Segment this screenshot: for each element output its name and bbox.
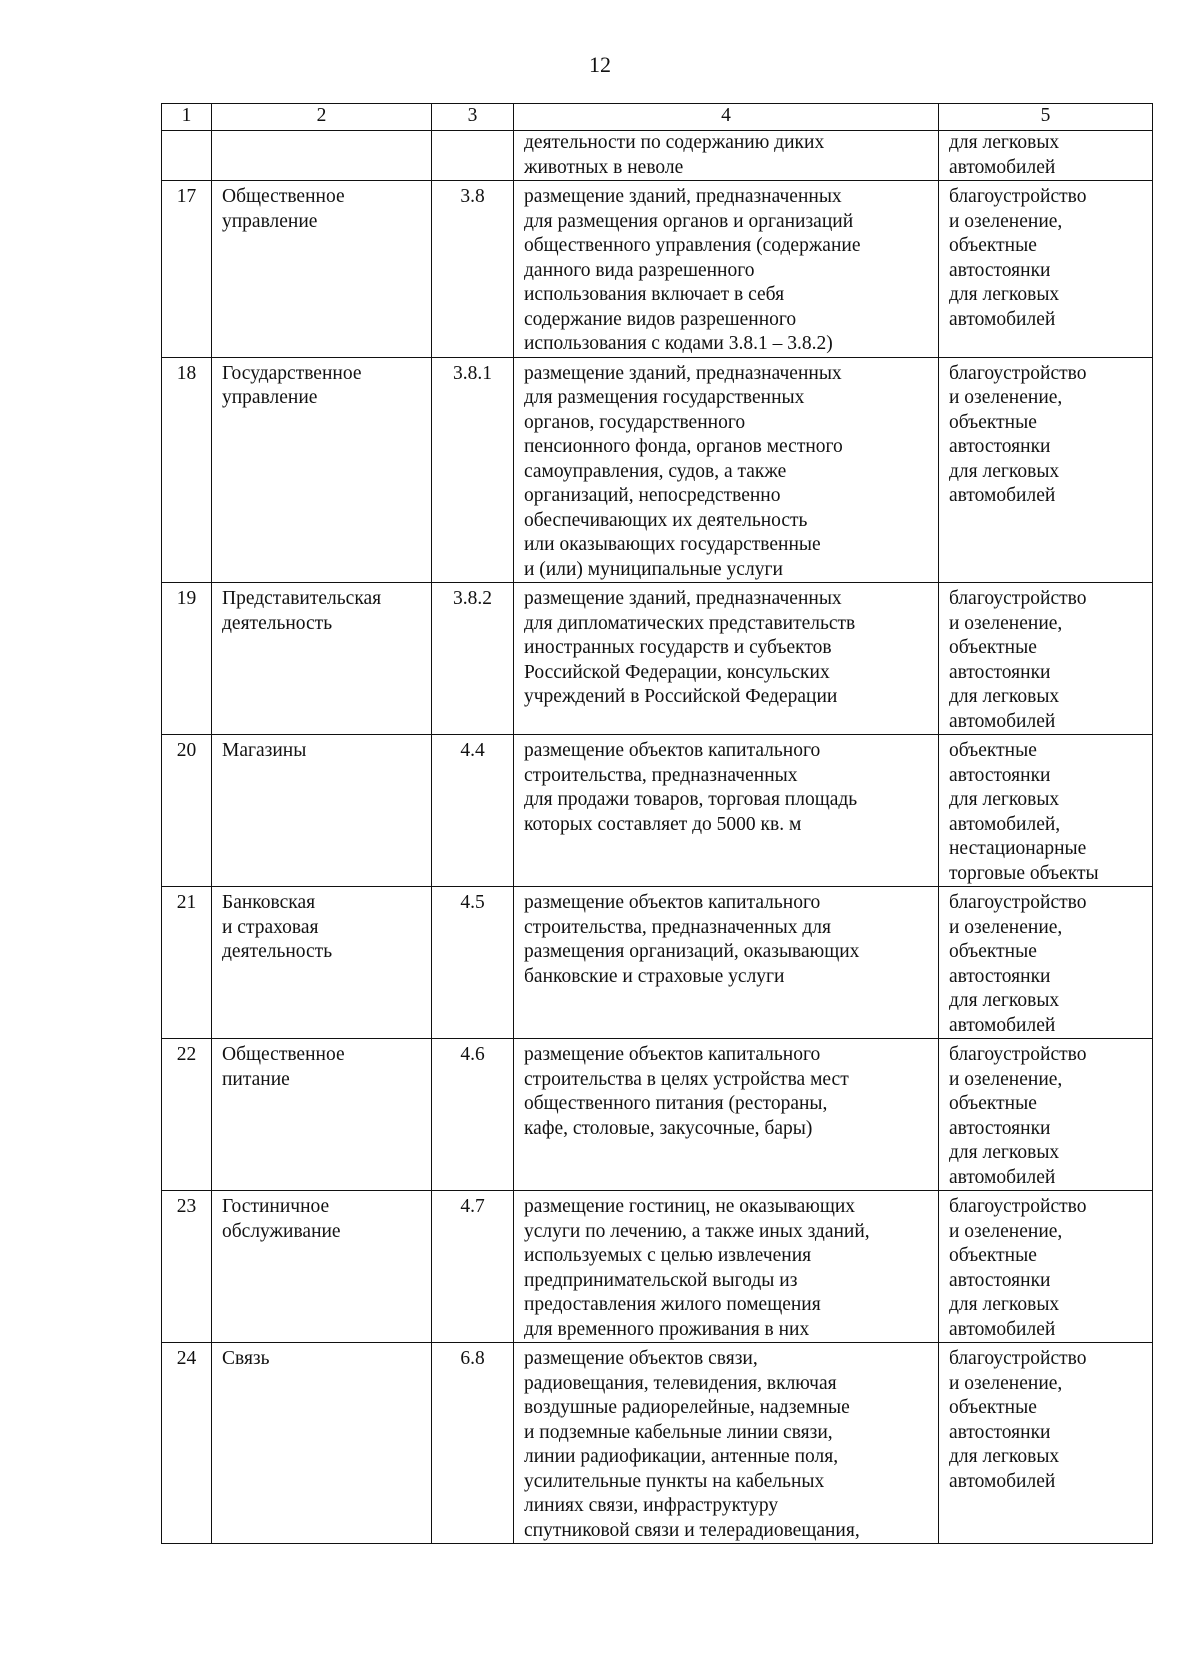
description-cell-line: использования включает в себя [524,284,785,305]
use-code-cell: 4.5 [432,887,514,1039]
use-name-cell-line: Гостиничное [222,1196,330,1217]
use-code-cell: 4.6 [432,1039,514,1191]
description-cell-line: и подземные кабельные линии связи, [524,1421,833,1443]
use-name-cell [212,357,432,583]
use-name-cell-line: Банковская [222,892,316,913]
row-number-cell: 20 [162,735,212,887]
auxiliary-uses-cell [939,181,1153,358]
use-name-cell [212,1039,432,1191]
description-cell-line: размещение объектов капитального [524,892,821,913]
auxiliary-uses-cell-line: для легковых [949,686,1060,707]
use-name-cell [212,1343,432,1544]
auxiliary-uses-cell-line: торговые объекты [949,862,1099,884]
description-cell-line: размещение зданий, предназначенных [524,186,842,207]
description-cell-line: для размещения государственных [524,387,805,408]
description-cell [514,181,939,358]
auxiliary-uses-cell-line: автомобилей [949,1166,1056,1188]
description-cell-line: животных в неволе [524,156,684,178]
table-row [162,1343,1153,1544]
table-row [162,1039,1153,1191]
auxiliary-uses-cell-line: и озеленение, [949,1372,1063,1394]
description-cell-line: услуги по лечению, а также иных зданий, [524,1220,870,1242]
table-row [162,583,1153,735]
auxiliary-uses-cell [939,1343,1153,1544]
description-cell [514,583,939,735]
description-cell-line: строительства в целях устройства мест [524,1068,849,1090]
description-cell-line: для размещения органов и организаций [524,210,854,232]
description-cell-line: радиовещания, телевидения, включая [524,1372,837,1394]
auxiliary-uses-cell-line: автомобилей [949,1318,1056,1340]
table-row [162,887,1153,1039]
description-cell-line: размещение объектов капитального [524,740,821,761]
description-cell-line: воздушные радиорелейные, надземные [524,1397,850,1418]
auxiliary-uses-cell [939,131,1153,181]
description-cell-line: предоставления жилого помещения [524,1294,821,1315]
use-name-cell-line: деятельность [222,612,333,634]
description-cell-line: организаций, непосредственно [524,485,781,506]
auxiliary-uses-cell-line: объектные [949,740,1037,761]
use-name-cell-line: Связь [222,1348,270,1369]
header-cell-5: 5 [939,104,1153,131]
use-code-cell: 3.8 [432,181,514,358]
auxiliary-uses-cell-line: для легковых [949,1294,1060,1315]
auxiliary-uses-cell-line: и озеленение, [949,916,1063,938]
use-name-cell [212,181,432,358]
auxiliary-uses-cell-line: для легковых [949,284,1060,305]
table-row [162,181,1153,358]
auxiliary-uses-cell-line: объектные [949,411,1037,433]
auxiliary-uses-cell [939,357,1153,583]
auxiliary-uses-cell-line: автостоянки [949,1117,1051,1139]
table-row [162,1191,1153,1343]
description-cell [514,357,939,583]
description-cell [514,1191,939,1343]
auxiliary-uses-cell-line: и озеленение, [949,1068,1063,1090]
description-cell-line: размещение гостиниц, не оказывающих [524,1196,856,1217]
auxiliary-uses-cell [939,1191,1153,1343]
auxiliary-uses-cell-line: автостоянки [949,965,1051,987]
auxiliary-uses-cell-line: объектные [949,1397,1037,1418]
auxiliary-uses-cell-line: благоустройство [949,588,1087,609]
header-cell-3: 3 [432,104,514,131]
description-cell-line: размещение зданий, предназначенных [524,588,842,609]
auxiliary-uses-cell-line: автостоянки [949,661,1051,683]
description-cell [514,131,939,181]
auxiliary-uses-cell-line: и озеленение, [949,210,1063,232]
use-name-cell [212,583,432,735]
description-cell-line: линиях связи, инфраструктуру [524,1495,779,1516]
auxiliary-uses-cell-line: объектные [949,637,1037,658]
use-name-cell-line: Государственное [222,362,362,384]
auxiliary-uses-cell-line: и озеленение, [949,387,1063,408]
auxiliary-uses-cell-line: автостоянки [949,1421,1051,1443]
description-cell-line: иностранных государств и субъектов [524,637,832,658]
table-header-row [162,104,1153,131]
row-number-cell [162,131,212,181]
auxiliary-uses-cell-line: благоустройство [949,362,1087,384]
header-cell-4: 4 [514,104,939,131]
page-number: 12 [589,52,611,77]
auxiliary-uses-cell-line: автостоянки [949,436,1051,457]
auxiliary-uses-cell-line: автомобилей, [949,813,1061,835]
description-cell-line: используемых с целью извлечения [524,1245,812,1266]
use-name-cell-line: Общественное [222,1044,345,1065]
description-cell-line: использования с кодами 3.8.1 – 3.8.2) [524,333,833,354]
description-cell-line: общественного питания (рестораны, [524,1093,828,1114]
auxiliary-uses-cell-line: объектные [949,1245,1037,1266]
use-code-cell: 4.4 [432,735,514,887]
use-name-cell-line: Общественное [222,186,345,207]
land-use-table [161,103,1153,1544]
auxiliary-uses-cell-line: объектные [949,1093,1037,1114]
description-cell-line: пенсионного фонда, органов местного [524,436,843,457]
description-cell-line: размещение объектов связи, [524,1348,758,1369]
use-name-cell-line: управление [222,387,318,408]
use-name-cell-line: управление [222,210,318,232]
use-name-cell [212,735,432,887]
auxiliary-uses-cell-line: объектные [949,941,1037,962]
use-name-cell-line: Представительская [222,588,382,609]
auxiliary-uses-cell [939,1039,1153,1191]
use-code-cell: 6.8 [432,1343,514,1544]
use-code-cell: 4.7 [432,1191,514,1343]
auxiliary-uses-cell-line: для легковых [949,990,1060,1011]
use-name-cell-line: и страховая [222,916,319,938]
table-row [162,735,1153,887]
auxiliary-uses-cell-line: автомобилей [949,1470,1056,1492]
header-cell-2: 2 [212,104,432,131]
auxiliary-uses-cell-line: автомобилей [949,710,1056,732]
auxiliary-uses-cell-line: и озеленение, [949,612,1063,634]
use-code-cell: 3.8.1 [432,357,514,583]
description-cell-line: размещения организаций, оказывающих [524,941,860,962]
auxiliary-uses-cell-line: для легковых [949,1142,1060,1163]
description-cell-line: или оказывающих государственные [524,534,821,555]
auxiliary-uses-cell-line: автомобилей [949,156,1056,178]
auxiliary-uses-cell [939,887,1153,1039]
description-cell-line: данного вида разрешенного [524,259,755,281]
row-number-cell: 21 [162,887,212,1039]
auxiliary-uses-cell-line: автомобилей [949,1014,1056,1036]
row-number-cell: 17 [162,181,212,358]
auxiliary-uses-cell [939,583,1153,735]
description-cell-line: усилительные пункты на кабельных [524,1470,825,1492]
description-cell-line: которых составляет до 5000 кв. м [524,813,802,835]
auxiliary-uses-cell-line: объектные [949,235,1037,256]
auxiliary-uses-cell-line: благоустройство [949,1044,1087,1065]
auxiliary-uses-cell-line: автостоянки [949,764,1051,786]
header-cell-1: 1 [162,104,212,131]
auxiliary-uses-cell-line: автостоянки [949,259,1051,281]
description-cell-line: и (или) муниципальные услуги [524,558,783,580]
auxiliary-uses-cell [939,735,1153,887]
use-name-cell [212,1191,432,1343]
description-cell-line: обеспечивающих их деятельность [524,509,808,531]
use-name-cell-line: деятельность [222,941,333,962]
use-name-cell-line: обслуживание [222,1220,341,1242]
use-name-cell [212,131,432,181]
auxiliary-uses-cell-line: автомобилей [949,308,1056,330]
description-cell-line: строительства, предназначенных для [524,916,831,938]
auxiliary-uses-cell-line: для легковых [949,789,1060,810]
description-cell [514,1039,939,1191]
auxiliary-uses-cell-line: и озеленение, [949,1220,1063,1242]
description-cell-line: для дипломатических представительств [524,612,856,634]
description-cell-line: линии радиофикации, антенные поля, [524,1446,839,1467]
description-cell-line: банковские и страховые услуги [524,965,785,987]
description-cell [514,735,939,887]
description-cell [514,1343,939,1544]
description-cell-line: общественного управления (содержание [524,235,861,256]
description-cell-line: спутниковой связи и телерадиовещания, [524,1519,860,1541]
use-code-cell: 3.8.2 [432,583,514,735]
use-code-cell [432,131,514,181]
row-number-cell: 22 [162,1039,212,1191]
table-row [162,357,1153,583]
auxiliary-uses-cell-line: благоустройство [949,1196,1087,1217]
use-name-cell [212,887,432,1039]
row-number-cell: 19 [162,583,212,735]
auxiliary-uses-cell-line: благоустройство [949,1348,1087,1369]
row-number-cell: 18 [162,357,212,583]
description-cell-line: размещение объектов капитального [524,1044,821,1065]
description-cell-line: деятельности по содержанию диких [524,132,825,153]
description-cell [514,887,939,1039]
description-cell-line: содержание видов разрешенного [524,308,797,330]
auxiliary-uses-cell-line: благоустройство [949,892,1087,913]
row-number-cell: 24 [162,1343,212,1544]
use-name-cell-line: Магазины [222,740,307,761]
description-cell-line: для продажи товаров, торговая площадь [524,789,858,810]
auxiliary-uses-cell-line: для легковых [949,1446,1060,1467]
auxiliary-uses-cell-line: благоустройство [949,186,1087,207]
description-cell-line: размещение зданий, предназначенных [524,362,842,384]
auxiliary-uses-cell-line: для легковых [949,460,1060,482]
description-cell-line: кафе, столовые, закусочные, бары) [524,1117,813,1139]
description-cell-line: органов, государственного [524,411,746,433]
table-row [162,131,1153,181]
auxiliary-uses-cell-line: автомобилей [949,485,1056,506]
description-cell-line: для временного проживания в них [524,1318,810,1340]
auxiliary-uses-cell-line: автостоянки [949,1269,1051,1291]
description-cell-line: Российской Федерации, консульских [524,661,830,683]
description-cell-line: самоуправления, судов, а также [524,460,787,482]
use-name-cell-line: питание [222,1068,290,1090]
auxiliary-uses-cell-line: нестационарные [949,838,1087,859]
description-cell-line: строительства, предназначенных [524,764,798,786]
auxiliary-uses-cell-line: для легковых [949,132,1060,153]
description-cell-line: предпринимательской выгоды из [524,1269,798,1291]
row-number-cell: 23 [162,1191,212,1343]
description-cell-line: учреждений в Российской Федерации [524,686,838,707]
